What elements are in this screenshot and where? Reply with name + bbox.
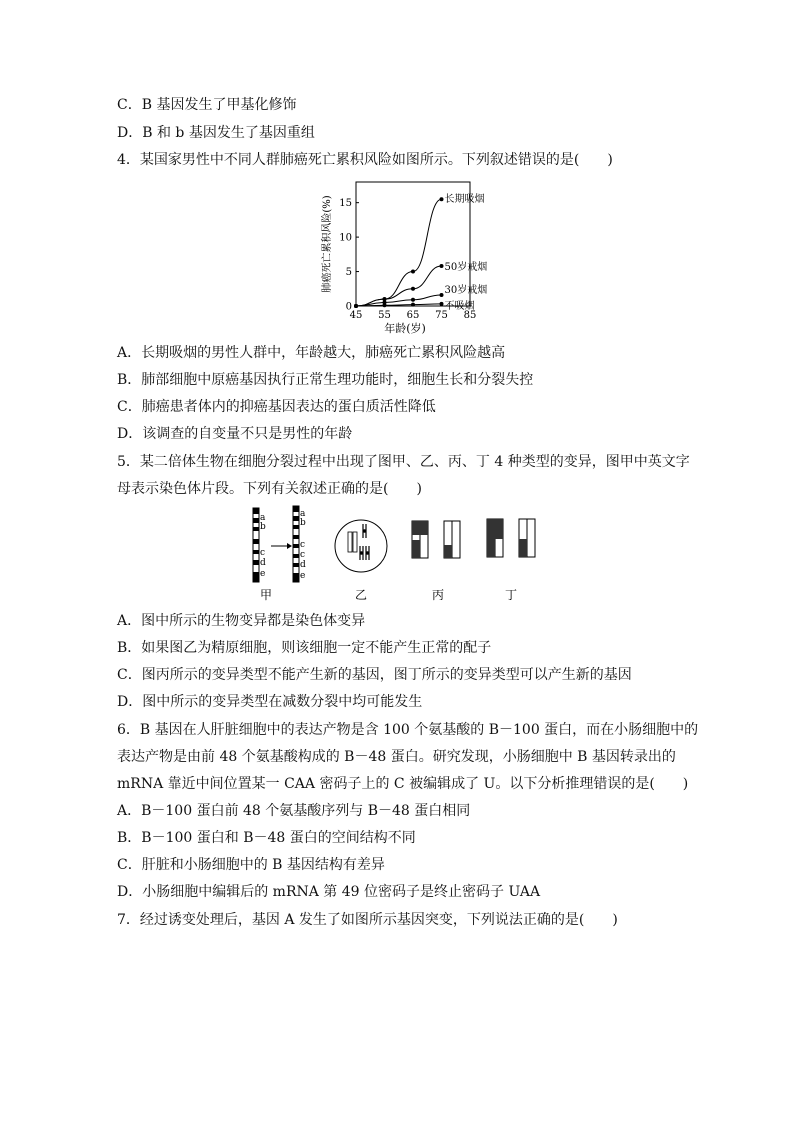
chromosome-variation-figure xyxy=(240,502,550,606)
option-5b-line: B．如果图乙为精原细胞，则该细胞一定不能产生正常的配子 xyxy=(117,640,492,656)
chromosome-jia-after xyxy=(293,506,306,582)
option-6b-line: B．B－100 蛋白和 B－48 蛋白的空间结构不同 xyxy=(117,830,416,846)
question-5-stem-line1: 5．某二倍体生物在细胞分裂过程中出现了图甲、乙、丙、丁 4 种类型的变异，图甲中英文字 xyxy=(117,454,690,470)
data-point xyxy=(440,264,444,268)
data-point xyxy=(411,270,415,274)
chromosome-pair-bing xyxy=(412,521,460,558)
data-point xyxy=(440,302,444,306)
chrom-label: d xyxy=(300,560,306,570)
data-point xyxy=(440,197,444,201)
chrom-label: c xyxy=(300,540,306,550)
data-point xyxy=(411,298,415,302)
option-4d-line: D．该调查的自变量不只是男性的年龄 xyxy=(117,426,353,442)
chrom-label: c xyxy=(300,550,306,560)
panel-label-ding: 丁 xyxy=(504,588,518,602)
data-point xyxy=(354,304,358,308)
option-6d-line: D．小肠细胞中编辑后的 mRNA 第 49 位密码子是终止密码子 UAA xyxy=(117,884,541,900)
x-tick-label: 65 xyxy=(406,310,420,321)
option-5c2-line: C．图丙所示的变异类型不能产生新的基因，图丁所示的变异类型可以产生新的基因 xyxy=(117,667,632,683)
question-5-stem-line2: 母表示染色体片段。下列有关叙述正确的是( ) xyxy=(117,481,422,497)
series-label: 不吸烟 xyxy=(444,300,475,312)
chromosome-jia-before xyxy=(253,508,266,582)
panel-label-yi: 乙 xyxy=(354,588,368,602)
chrom-label: a xyxy=(260,513,266,523)
x-tick-label: 45 xyxy=(349,310,363,321)
x-tick-label: 55 xyxy=(378,310,391,321)
chrom-label: d xyxy=(260,558,266,568)
option-6a-line: A．B－100 蛋白前 48 个氨基酸序列与 B－48 蛋白相同 xyxy=(117,803,471,819)
option-5d2-line: D．图中所示的变异类型在减数分裂中均可能发生 xyxy=(117,694,423,710)
lung-cancer-risk-chart xyxy=(318,178,488,336)
chrom-label: c xyxy=(260,548,266,558)
cell-yi xyxy=(335,520,387,572)
arrow-icon xyxy=(271,543,292,549)
option-5a-line: A．图中所示的生物变异都是染色体变异 xyxy=(117,613,366,629)
data-point xyxy=(411,287,415,291)
chrom-label: a xyxy=(300,509,306,519)
x-tick-label: 85 xyxy=(463,310,477,321)
panel-label-jia: 甲 xyxy=(259,588,273,602)
y-tick-label: 5 xyxy=(345,267,352,279)
data-point xyxy=(383,303,387,307)
y-tick-label: 15 xyxy=(339,198,352,210)
data-point xyxy=(383,297,387,301)
data-point xyxy=(440,293,444,297)
y-axis-label: 肺癌死亡累积风险(%) xyxy=(322,195,333,293)
panel-label-bing: 丙 xyxy=(431,588,445,602)
question-6-stem-line2: 表达产物是由前 48 个氨基酸构成的 B－48 蛋白。研究发现，小肠细胞中 B 基因转录出的 xyxy=(117,749,676,765)
x-axis-label: 年龄(岁) xyxy=(384,322,426,335)
option-5c-line: C．B 基因发生了甲基化修饰 xyxy=(117,97,297,113)
chrom-label: b xyxy=(260,522,266,532)
data-point xyxy=(411,303,415,307)
question-4-stem: 4．某国家男性中不同人群肺癌死亡累积风险如图所示。下列叙述错误的是( ) xyxy=(117,152,613,168)
chrom-label: b xyxy=(300,518,306,528)
option-5d-line: D．B 和 b 基因发生了基因重组 xyxy=(117,125,315,141)
x-tick-label: 75 xyxy=(435,310,448,321)
y-tick-label: 0 xyxy=(345,301,352,313)
series-line xyxy=(356,199,442,306)
series-label: 长期吸烟 xyxy=(444,194,485,206)
option-4b-line: B．肺部细胞中原癌基因执行正常生理功能时，细胞生长和分裂失控 xyxy=(117,372,534,388)
option-4c-line: C．肺癌患者体内的抑癌基因表达的蛋白质活性降低 xyxy=(117,399,436,415)
option-6c-line: C．肝脏和小肠细胞中的 B 基因结构有差异 xyxy=(117,857,385,873)
option-4a-line: A．长期吸烟的男性人群中，年龄越大，肺癌死亡累积风险越高 xyxy=(117,345,506,361)
y-tick-label: 10 xyxy=(339,232,352,244)
series-label: 30岁戒烟 xyxy=(444,284,488,296)
chromosome-pair-ding xyxy=(487,519,535,557)
question-6-stem-line3: mRNA 靠近中间位置某一 CAA 密码子上的 C 被编辑成了 U。以下分析推理错误的是( ) xyxy=(117,776,689,792)
chrom-label: e xyxy=(260,569,266,579)
question-6-stem-line1: 6．B 基因在人肝脏细胞中的表达产物是含 100 个氨基酸的 B－100 蛋白，而在小肠细胞中的 xyxy=(117,722,699,738)
series-label: 50岁戒烟 xyxy=(444,262,488,274)
question-7-stem: 7．经过诱变处理后，基因 A 发生了如图所示基因突变，下列说法正确的是( ) xyxy=(117,912,618,928)
chrom-label: e xyxy=(300,571,306,581)
